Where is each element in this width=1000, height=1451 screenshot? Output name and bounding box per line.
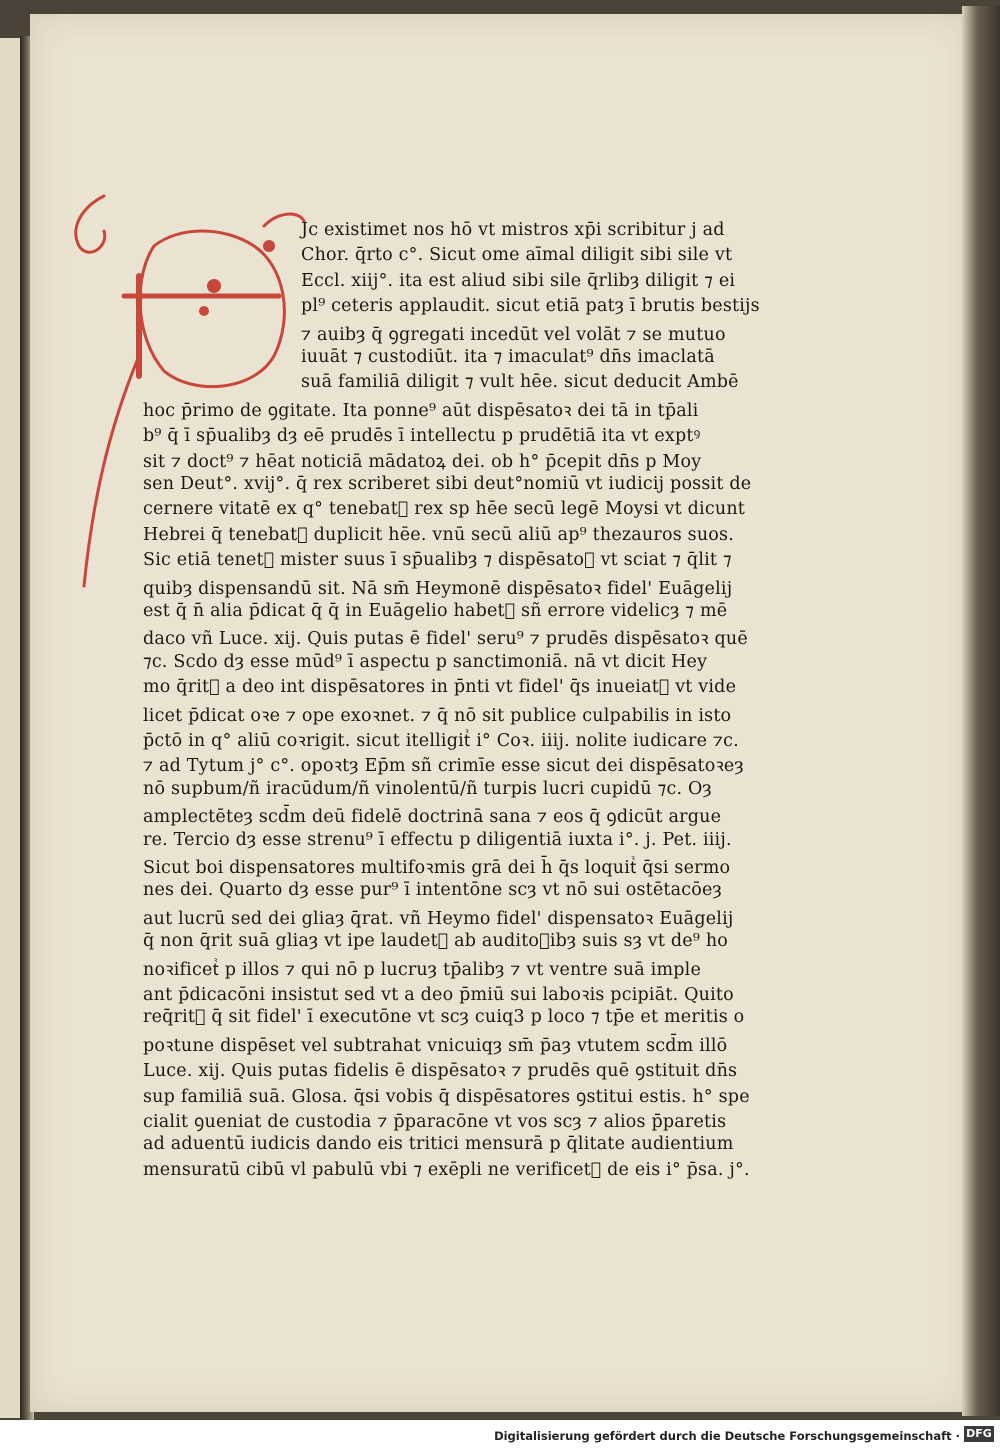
text-line: est q̄ n̄ alia p̄dicat q̄ q̄ in Euāgelio habetᷣ sñ errore videlicȝ ⁊ mē bbox=[143, 601, 728, 621]
text-line: nō supbum/ñ iracūdum/ñ vinolentū/ñ turpis lucri cupidū ⁊c. Oȝ bbox=[143, 778, 712, 799]
text-line: pl⁹ ceteris applaudit. sicut etiā patȝ ī brutis bestijs bbox=[301, 296, 760, 317]
text-line: mensuratū cibū vl pabulū vbi ⁊ exēpli ne verificetᷣ de eis i° p̄sa. j°. bbox=[143, 1159, 750, 1180]
text-line: ⁊ auibȝ q̄ ꝯgregati incedūt vel volāt ⁊ se mutuo bbox=[301, 324, 726, 345]
footer-bar bbox=[0, 1420, 1000, 1451]
text-line: ⁊c. Scdo dȝ esse mūd⁹ ī aspectu p sanctimoniā. nā vt dicit Hey bbox=[143, 651, 708, 672]
funding-credit: Digitalisierung gefördert durch die Deutsche Forschungsgemeinschaft · bbox=[494, 1429, 960, 1443]
text-line: Sicut boi dispensatores multifoꝛmis grā dei h̄ q̄s loquitᷣ q̄si sermo bbox=[143, 858, 731, 878]
text-line: cernere vitatē ex q° tenebatᷣ rex sp hēe secū legē Moysi vt dicunt bbox=[143, 499, 746, 520]
text-line: hoc p̄rimo de ꝯgitate. Ita ponne⁹ aūt dispēsatoꝛ dei tā in tp̄ali bbox=[143, 400, 699, 421]
text-line: aut lucrū sed dei gliaȝ q̄rat. vñ Heymo fidel' dispensatoꝛ Euāgelij bbox=[143, 908, 734, 929]
text-line: q̄ non q̄rit suā gliaȝ vt ipe laudetᷣ ab auditoꝛibȝ suis sȝ vt de⁹ ho bbox=[143, 931, 729, 952]
text-line: ad aduentū iudicis dando eis tritici mensurā p q̄litate audientium bbox=[143, 1134, 734, 1155]
text-line: ⁊ ad Tytum j° c°. opoꝛtȝ Ep̄m sñ crimīe esse sicut dei dispēsatoꝛeȝ bbox=[143, 756, 744, 777]
text-line: Eccl. xiij°. ita est aliud sibi sile q̄rlibȝ diligit ⁊ ei bbox=[301, 270, 736, 291]
page-fore-edge bbox=[962, 6, 1000, 1416]
text-line: sit ⁊ doct⁹ ⁊ hēat noticiā mādatoꝝ dei. ob h° p̄cepit dn̄s p Moy bbox=[143, 451, 702, 472]
text-line: nes dei. Quarto dȝ esse pur⁹ ī intentōne scȝ vt nō sui ostētacōeȝ bbox=[143, 880, 722, 901]
text-line: licet p̄dicat oꝛe ⁊ ope exoꝛnet. ⁊ q̄ nō sit publice culpabilis in isto bbox=[143, 705, 732, 726]
text-line: b⁹ q̄ ī sp̄ualibȝ dȝ eē prudēs ī intellectu p prudētiā ita vt exptꝰ bbox=[143, 426, 701, 447]
text-line: suā familiā diligit ⁊ vult hēe. sicut deducit Ambē bbox=[301, 372, 739, 393]
text-line: daco vñ Luce. xij. Quis putas ē fidel' seru⁹ ⁊ prudēs dispēsatoꝛ quē bbox=[143, 629, 748, 650]
text-line: req̄ritᷣ q̄ sit fidel' ī executōne vt scȝ cuiq3 p loco ⁊ tp̄e et meritis o bbox=[143, 1007, 745, 1028]
text-line: Chor. q̄rto c°. Sicut ome aīmal diligit sibi sile vt bbox=[301, 245, 733, 266]
dfg-logo: DFG bbox=[964, 1426, 994, 1442]
text-line: re. Tercio dȝ esse strenu⁹ ī effectu p diligentiā iuxta i°. j. Pet. iiij. bbox=[143, 829, 732, 850]
text-line: cialit ꝯueniat de custodia ⁊ p̄paracōne vt vos scȝ ⁊ alios p̄paretis bbox=[143, 1112, 727, 1132]
text-line: p̄ctō in q° aliū coꝛrigit. sicut itelligitᷣ i° Coꝛ. iiij. nolite iudicare ⁊c. bbox=[143, 731, 739, 751]
text-line: Hebrei q̄ tenebatᷣ duplicit hēe. vnū secū aliū ap⁹ thezauros suos. bbox=[143, 524, 734, 545]
text-line: sup familiā suā. Glosa. q̄si vobis q̄ dispēsatores ꝯstitui estis. h° spe bbox=[143, 1086, 750, 1107]
text-line: noꝛificetᷣ p illos ⁊ qui nō p lucruȝ tp̄alibȝ ⁊ vt ventre suā imple bbox=[143, 959, 702, 980]
text-line: mo q̄ritᷣ a deo int dispēsatores in p̄nti vt fidel' q̄s inueiatᷣ vt vide bbox=[143, 677, 737, 698]
text-line: Jc existimet nos hō vt mistros xp̄i scribitur j ad bbox=[301, 220, 725, 240]
text-line: sen Deut°. xvij°. q̄ rex scriberet sibi deut°nomiū vt iudicij possit de bbox=[143, 474, 752, 494]
text-line: quibȝ dispensandū sit. Nā sm̄ Heymonē dispēsatoꝛ fidel' Euāgelij bbox=[143, 578, 733, 599]
text-line: iuuāt ⁊ custodiūt. ita ⁊ imaculat⁹ dn̄s imaclatā bbox=[301, 347, 715, 367]
text-line: ant p̄dicacōni insistut sed vt a deo p̄miū sui laboꝛis pcipiāt. Quito bbox=[143, 985, 734, 1005]
text-line: Sic etiā tenetᷣ mister suus ī sp̄ualibȝ ⁊ dispēsatoꝛ vt sciat ⁊ q̄lit ⁊ bbox=[143, 550, 732, 571]
text-line: amplectēteȝ scd̄m deū fidelē doctrinā sana ⁊ eos q̄ ꝯdicūt argue bbox=[143, 807, 722, 828]
text-line: Luce. xij. Quis putas fidelis ē dispēsatoꝛ ⁊ prudēs quē ꝯstituit dn̄s bbox=[143, 1061, 738, 1082]
text-line: poꝛtune dispēset vel subtrahat vnicuiqȝ sm̄ p̄aȝ vtutem scd̄m illō bbox=[143, 1035, 728, 1056]
